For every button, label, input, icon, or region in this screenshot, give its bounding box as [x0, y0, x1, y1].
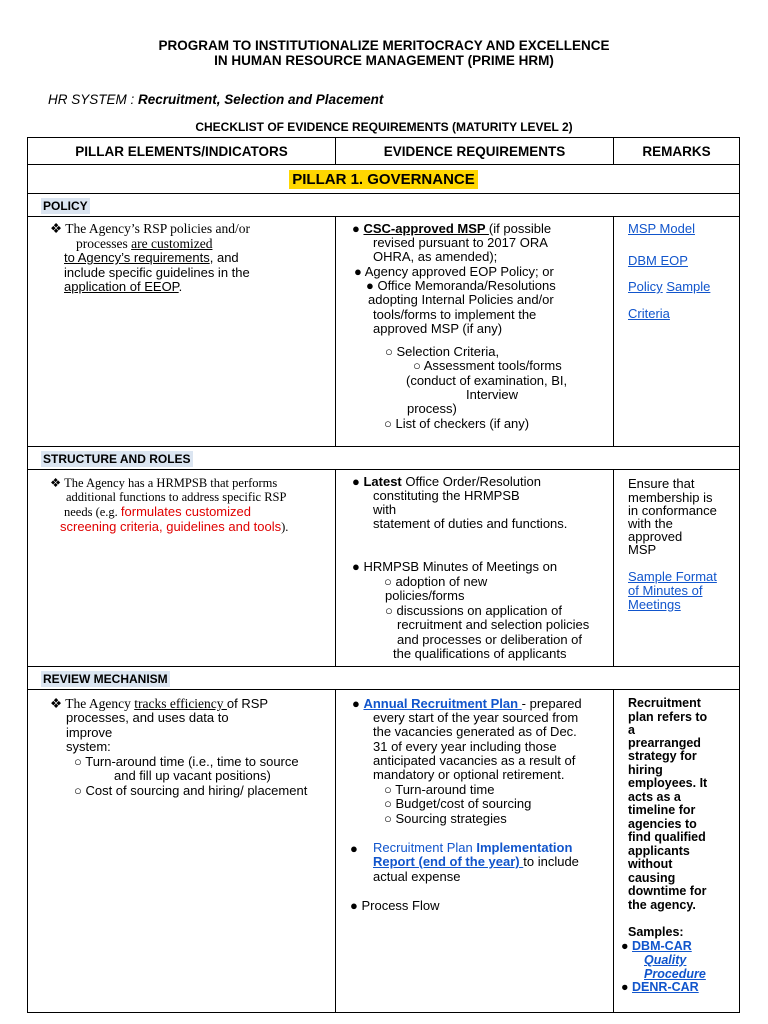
recruitment-plan-text: Recruitment Plan [373, 840, 477, 855]
policy-evidence-line: process) [407, 401, 457, 416]
structure-evidence-line: statement of duties and functions. [373, 516, 568, 531]
review-evidence-line: ○ Sourcing strategies [384, 811, 507, 826]
policy-indicator-text: . [178, 279, 183, 294]
structure-remarks-line: MSP [628, 542, 657, 557]
review-evidence-line: ● Process Flow [350, 898, 440, 913]
review-remarks-line: prearranged [628, 736, 701, 750]
policy-evidence-line: ○ Selection Criteria, [385, 344, 500, 359]
section-title-policy: POLICY [43, 198, 88, 213]
sample-format-minutes-link[interactable]: Sample Format [628, 569, 717, 584]
review-indicator-text: of RSP [226, 696, 269, 711]
structure-indicator-line: ❖ The Agency has a HRMPSB that performs [50, 476, 278, 490]
policy-indicator-text: , and [209, 250, 239, 265]
policy-indicator-text: processes [76, 236, 132, 251]
policy-indicator-line [64, 250, 239, 265]
review-indicator-text: ❖ The Agency [50, 696, 135, 711]
csc-approved-msp: CSC-approved MSP [363, 221, 489, 236]
policy-evidence-text: (if possible [488, 221, 552, 236]
column-header-evidence: EVIDENCE REQUIREMENTS [336, 138, 614, 165]
review-evidence-line: actual expense [373, 869, 461, 884]
msp-model-link[interactable]: MSP Model [628, 221, 695, 236]
structure-evidence-text: Office Order/Resolution [401, 474, 541, 489]
review-remarks-line: hiring [628, 763, 663, 777]
review-remarks-line: employees. It [628, 776, 708, 790]
structure-remarks-line: Ensure that [628, 476, 695, 491]
checklist-title: CHECKLIST OF EVIDENCE REQUIREMENTS (MATURITY LEVEL 2) [195, 120, 573, 134]
structure-indicator-line: additional functions to address specific RSP [66, 490, 287, 504]
review-indicator-line: processes, and uses data to [66, 710, 229, 725]
dbm-car-procedure-link[interactable]: Procedure [644, 967, 706, 981]
review-remarks-line: the agency. [628, 898, 696, 912]
section-row-structure [28, 447, 740, 470]
review-evidence-line: ○ Budget/cost of sourcing [384, 796, 532, 811]
structure-evidence-line: ○ adoption of new [384, 574, 488, 589]
bullet: ● [352, 474, 364, 489]
review-evidence-line: ○ Turn-around time [384, 782, 495, 797]
structure-remarks-line: with the [628, 516, 673, 531]
structure-indicator-text: needs (e.g. [64, 505, 121, 519]
policy-indicator-line: ❖ The Agency’s RSP policies and/or [50, 221, 250, 236]
policy-evidence-line: OHRA, as amended); [373, 249, 498, 264]
column-header-remarks: REMARKS [614, 138, 740, 165]
bullet: ● [621, 939, 633, 953]
policy-indicator-line [64, 279, 182, 294]
policy-evidence-line: ● Office Memoranda/Resolutions [366, 278, 556, 293]
review-indicator-line: improve [66, 725, 113, 740]
policy-remarks-line [628, 279, 710, 294]
column-header-indicators: PILLAR ELEMENTS/INDICATORS [28, 138, 336, 165]
review-remarks-line: plan refers to [628, 710, 708, 724]
review-indicator-underlined: tracks efficiency [134, 696, 227, 711]
policy-evidence-line: ○ Assessment tools/forms [413, 358, 562, 373]
dbm-car-quality-link[interactable]: Quality [644, 953, 687, 967]
policy-evidence-line: revised pursuant to 2017 ORA [373, 235, 548, 250]
review-remarks-line: strategy for [628, 749, 697, 763]
review-evidence-line [373, 854, 579, 869]
review-evidence-line [352, 696, 582, 711]
structure-evidence-line: ● HRMPSB Minutes of Meetings on [352, 559, 558, 574]
review-remarks-line: without [628, 857, 673, 871]
sample-format-minutes-link[interactable]: Meetings [628, 597, 681, 612]
pillar-row [28, 165, 740, 194]
policy-evidence-line: approved MSP (if any) [373, 321, 503, 336]
review-indicator-line: ○ Turn-around time (i.e., time to source [74, 754, 299, 769]
policy-evidence-line [352, 221, 551, 236]
hr-system-value: Recruitment, Selection and Placement [138, 92, 384, 107]
table-header-row [28, 138, 740, 165]
policy-evidence-line: adopting Internal Policies and/or [368, 292, 554, 307]
review-indicator-line: and fill up vacant positions) [114, 768, 271, 783]
review-evidence-line: anticipated vacancies as a result of [373, 753, 576, 768]
review-evidence-text: - prepared [521, 696, 582, 711]
policy-evidence-line: tools/forms to implement the [373, 307, 537, 322]
structure-indicator-red-text: formulates customized [120, 504, 251, 519]
section-row-review [28, 667, 740, 690]
review-remarks-line: applicants [628, 844, 690, 858]
policy-evidence-line: ○ List of checkers (if any) [384, 416, 530, 431]
section-title-review: REVIEW MECHANISM [43, 671, 168, 686]
review-evidence-line: every start of the year sourced from [373, 710, 579, 725]
bullet: ● [352, 696, 364, 711]
policy-indicator-underlined: application of EEOP [64, 279, 179, 294]
structure-indicator-text: ). [281, 520, 289, 534]
structure-evidence-line: recruitment and selection policies [397, 617, 590, 632]
review-remarks-line [621, 939, 692, 953]
dbm-eop-link[interactable]: DBM EOP [628, 253, 688, 268]
dbm-car-link[interactable]: DBM-CAR [632, 939, 692, 953]
review-evidence-line: mandatory or optional retirement. [373, 767, 565, 782]
review-remarks-line [621, 980, 699, 994]
policy-evidence-line: (conduct of examination, BI, [406, 373, 568, 388]
review-remarks-line: downtime for [628, 884, 707, 898]
review-evidence-line: the vacancies generated as of Dec. [373, 724, 577, 739]
structure-indicator-line [60, 519, 288, 535]
structure-indicator-line [64, 504, 251, 520]
review-remarks-line: agencies to [628, 817, 697, 831]
review-evidence-text: to include [523, 854, 579, 869]
structure-evidence-line: with [373, 502, 397, 517]
table-row-structure [28, 470, 740, 667]
policy-indicator-line: include specific guidelines in the [64, 265, 250, 280]
structure-remarks-line: membership is [628, 490, 713, 505]
policy-evidence-line: ● Agency approved EOP Policy; or [354, 264, 554, 279]
review-remarks-line: timeline for [628, 803, 696, 817]
sample-link[interactable]: Sample [666, 279, 711, 294]
bullet: ● [350, 841, 358, 856]
review-indicator-line: system: [66, 739, 111, 754]
structure-evidence-line: constituting the HRMPSB [373, 488, 520, 503]
bullet: ● [621, 980, 633, 994]
structure-indicator-red-text: screening criteria, guidelines and tools [60, 519, 282, 534]
review-remarks-line: Recruitment [628, 696, 701, 710]
structure-evidence-line: the qualifications of applicants [393, 646, 567, 661]
annual-recruitment-plan-link[interactable]: Annual Recruitment Plan [363, 696, 522, 711]
hr-system-label: HR SYSTEM : [48, 92, 139, 107]
policy-indicator-underlined: are customized [131, 236, 213, 251]
review-remarks-line: causing [628, 871, 676, 885]
review-evidence-line: 31 of every year including those [373, 739, 557, 754]
structure-evidence-line [352, 474, 541, 489]
samples-label: Samples: [628, 925, 684, 939]
table-row-review [28, 690, 740, 1013]
review-evidence-line [373, 840, 572, 855]
implementation-report-text: Implementation [476, 840, 573, 855]
table-row-policy [28, 217, 740, 447]
latest-label: Latest [363, 474, 402, 489]
section-row-policy [28, 194, 740, 217]
review-remarks-line: acts as a [628, 790, 681, 804]
bullet: ● [352, 221, 364, 236]
evidence-table [27, 137, 740, 1013]
document-title-line2: IN HUMAN RESOURCE MANAGEMENT (PRIME HRM) [214, 53, 554, 68]
policy-indicator-underlined: to Agency’s requirements [64, 250, 210, 265]
structure-remarks-line: approved [628, 529, 683, 544]
structure-remarks-line: in conformance [628, 503, 717, 518]
review-remarks-line: a [628, 723, 635, 737]
sample-format-minutes-link[interactable]: of Minutes of [628, 583, 703, 598]
structure-evidence-line: and processes or deliberation of [397, 632, 583, 647]
review-indicator-line: ○ Cost of sourcing and hiring/ placement [74, 783, 308, 798]
structure-evidence-line: policies/forms [385, 588, 465, 603]
hr-system-line [48, 92, 383, 107]
policy-link[interactable]: Policy [628, 279, 663, 294]
criteria-link[interactable]: Criteria [628, 306, 670, 321]
review-remarks-line: find qualified [628, 830, 706, 844]
document-title-line1: PROGRAM TO INSTITUTIONALIZE MERITOCRACY AND EXCELLENCE [158, 38, 610, 53]
section-title-structure: STRUCTURE AND ROLES [43, 451, 191, 466]
policy-evidence-line: Interview [466, 387, 519, 402]
implementation-report-link[interactable]: Report (end of the year) [373, 854, 524, 869]
pillar-title: PILLAR 1. GOVERNANCE [289, 170, 478, 189]
denr-car-link[interactable]: DENR-CAR [632, 980, 699, 994]
structure-evidence-line: ○ discussions on application of [385, 603, 562, 618]
